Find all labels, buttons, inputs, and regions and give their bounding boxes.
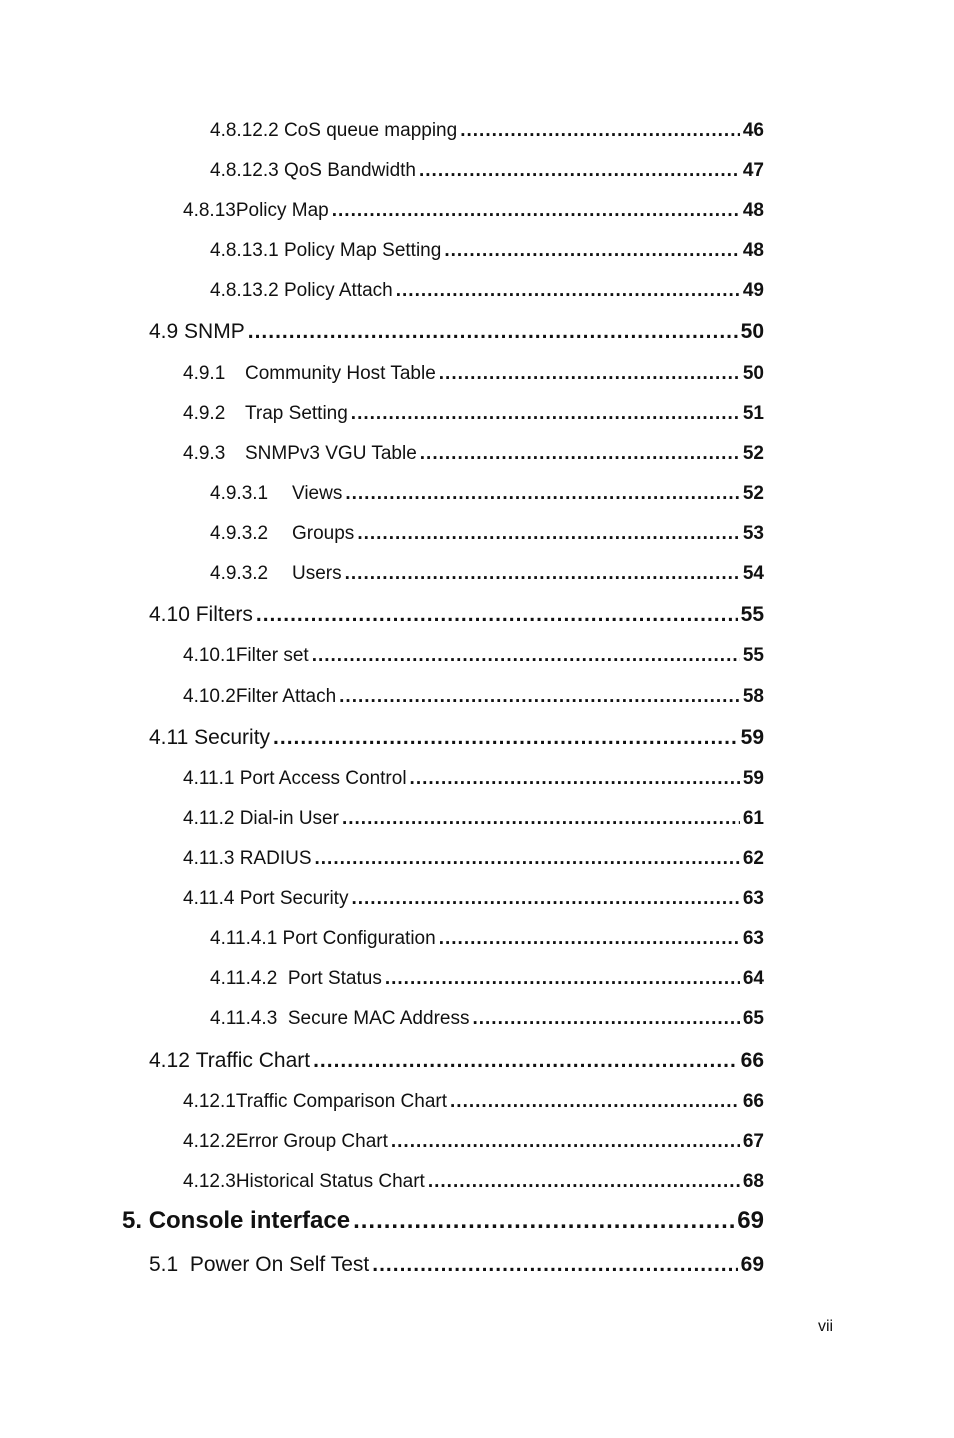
toc-page: 49 bbox=[742, 280, 764, 301]
toc-page: 67 bbox=[742, 1131, 764, 1152]
toc-number: 4.8.13 bbox=[183, 200, 236, 221]
page-number: vii bbox=[818, 1318, 834, 1335]
toc-number: 4.9 bbox=[149, 320, 179, 343]
toc-entry[interactable] bbox=[210, 483, 764, 505]
toc-title: Traffic Comparison Chart bbox=[235, 1091, 448, 1112]
toc-title: SNMPv3 VGU Table bbox=[245, 443, 417, 464]
toc-page: 69 bbox=[737, 1207, 764, 1234]
toc-page: 54 bbox=[742, 563, 764, 584]
toc-number: 4.9.2 bbox=[183, 403, 226, 424]
toc-number: 4.11.1 bbox=[183, 768, 235, 789]
toc-title: SNMP bbox=[184, 320, 245, 343]
toc-entry[interactable] bbox=[183, 768, 764, 790]
toc-number: 4.12 bbox=[149, 1049, 190, 1072]
toc-title: Security bbox=[194, 726, 271, 749]
toc-number: 4.11.3 bbox=[183, 848, 235, 869]
toc-leader bbox=[472, 1008, 739, 1030]
toc-number: 5. bbox=[122, 1207, 143, 1234]
toc-entry[interactable] bbox=[210, 280, 764, 302]
toc-entry[interactable] bbox=[149, 1253, 764, 1277]
toc-leader bbox=[391, 1131, 740, 1153]
toc-page: 59 bbox=[742, 768, 764, 789]
toc-title: Community Host Table bbox=[245, 363, 436, 384]
toc-number: 4.11.4.2 bbox=[210, 968, 278, 989]
toc-page: 58 bbox=[742, 686, 764, 707]
toc-title: QoS Bandwidth bbox=[283, 160, 416, 181]
toc-title: Filter set bbox=[235, 645, 309, 666]
toc-page: 55 bbox=[742, 645, 764, 666]
toc-page: 63 bbox=[742, 928, 764, 949]
toc-number: 4.11.4.1 bbox=[210, 928, 278, 949]
toc-leader bbox=[439, 928, 740, 950]
toc-number: 4.9.3 bbox=[183, 443, 226, 464]
toc-page: 50 bbox=[742, 363, 764, 384]
toc-entry[interactable] bbox=[183, 443, 764, 465]
toc-number: 4.11.4 bbox=[183, 888, 235, 909]
toc-page: 55 bbox=[740, 603, 764, 626]
toc-leader bbox=[444, 240, 740, 262]
toc-number: 4.11 bbox=[149, 726, 189, 749]
toc-title: Filters bbox=[195, 603, 253, 626]
toc-leader bbox=[332, 200, 740, 222]
toc-entry[interactable] bbox=[210, 928, 764, 950]
toc-page: 64 bbox=[742, 968, 764, 989]
toc-title: Console interface bbox=[148, 1207, 351, 1234]
toc-entry[interactable] bbox=[183, 848, 764, 870]
toc-number: 4.9.3.1 bbox=[210, 483, 269, 504]
toc-page: 47 bbox=[742, 160, 764, 181]
toc-entry[interactable] bbox=[122, 1207, 764, 1235]
toc-title: Filter Attach bbox=[235, 686, 337, 707]
toc-entry[interactable] bbox=[210, 563, 764, 585]
toc-leader bbox=[357, 523, 740, 545]
toc-title: Secure MAC Address bbox=[287, 1008, 470, 1029]
toc-title: Port Security bbox=[239, 888, 349, 909]
toc-page: 69 bbox=[740, 1253, 764, 1276]
toc-entry[interactable] bbox=[183, 1171, 764, 1193]
toc-number: 4.11.2 bbox=[183, 808, 235, 829]
toc-number: 4.8.13.2 bbox=[210, 280, 279, 301]
toc-entry[interactable] bbox=[183, 808, 764, 830]
toc-page: 48 bbox=[742, 200, 764, 221]
toc-leader bbox=[273, 726, 738, 750]
toc-number: 4.10 bbox=[149, 603, 190, 626]
toc-page: 53 bbox=[742, 523, 764, 544]
toc-title: Historical Status Chart bbox=[235, 1171, 425, 1192]
toc-page: 65 bbox=[742, 1008, 764, 1029]
toc-leader bbox=[396, 280, 740, 302]
toc-page: 46 bbox=[742, 120, 764, 141]
toc-entry[interactable] bbox=[183, 888, 764, 910]
toc-page: 66 bbox=[740, 1049, 764, 1072]
toc-leader bbox=[428, 1171, 740, 1193]
toc-page: 52 bbox=[742, 443, 764, 464]
toc-title: Port Access Control bbox=[239, 768, 407, 789]
toc-number: 4.11.4.3 bbox=[210, 1008, 278, 1029]
toc-number: 5.1 bbox=[149, 1253, 179, 1276]
toc-page: 66 bbox=[742, 1091, 764, 1112]
toc-title: CoS queue mapping bbox=[283, 120, 458, 141]
toc-page: 61 bbox=[742, 808, 764, 829]
toc-number: 4.8.13.1 bbox=[210, 240, 279, 261]
toc-leader bbox=[248, 320, 738, 344]
toc-title: Dial-in User bbox=[239, 808, 339, 829]
toc-entry[interactable] bbox=[183, 403, 764, 425]
toc-leader bbox=[353, 1207, 734, 1235]
toc-title: RADIUS bbox=[239, 848, 312, 869]
toc-page: 48 bbox=[742, 240, 764, 261]
toc-title: Port Configuration bbox=[282, 928, 436, 949]
toc-entry[interactable] bbox=[149, 320, 764, 344]
toc-title: Groups bbox=[292, 523, 355, 544]
toc-number: 4.9.1 bbox=[183, 363, 226, 384]
toc-title: Policy Map bbox=[235, 200, 329, 221]
toc-number: 4.12.3 bbox=[183, 1171, 236, 1192]
toc-leader bbox=[342, 808, 740, 830]
toc-leader bbox=[345, 483, 740, 505]
toc-title: Views bbox=[292, 483, 343, 504]
toc-leader bbox=[315, 848, 740, 870]
toc-entry[interactable] bbox=[149, 726, 764, 750]
toc-number: 4.9.3.2 bbox=[210, 563, 269, 584]
toc-entry[interactable] bbox=[149, 603, 764, 627]
toc-page: 63 bbox=[742, 888, 764, 909]
toc-page: 52 bbox=[742, 483, 764, 504]
toc-title: Users bbox=[292, 563, 342, 584]
toc-leader bbox=[439, 363, 740, 385]
toc-number: 4.9.3.2 bbox=[210, 523, 269, 544]
toc-number: 4.12.1 bbox=[183, 1091, 236, 1112]
toc-number: 4.8.12.3 bbox=[210, 160, 279, 181]
toc-number: 4.10.2 bbox=[183, 686, 236, 707]
toc-number: 4.12.2 bbox=[183, 1131, 236, 1152]
toc-leader bbox=[385, 968, 740, 990]
toc-number: 4.8.12.2 bbox=[210, 120, 279, 141]
toc-entry[interactable] bbox=[183, 200, 764, 222]
toc-leader bbox=[450, 1091, 740, 1113]
toc-title: Policy Attach bbox=[283, 280, 393, 301]
toc-title: Power On Self Test bbox=[189, 1253, 370, 1276]
toc-title: Port Status bbox=[287, 968, 382, 989]
toc-leader bbox=[256, 603, 738, 627]
toc-entry[interactable] bbox=[210, 120, 764, 142]
toc-entry[interactable] bbox=[210, 523, 764, 545]
toc-page: 68 bbox=[742, 1171, 764, 1192]
toc-leader bbox=[420, 443, 740, 465]
toc-entry[interactable] bbox=[183, 645, 764, 667]
toc-leader bbox=[312, 645, 740, 667]
toc-title: Error Group Chart bbox=[235, 1131, 388, 1152]
toc-leader bbox=[345, 563, 740, 585]
toc-page: 51 bbox=[742, 403, 764, 424]
toc-leader bbox=[460, 120, 740, 142]
toc-entry[interactable] bbox=[210, 160, 764, 182]
toc-leader bbox=[339, 686, 740, 708]
toc-entry[interactable] bbox=[183, 686, 764, 708]
toc-entry[interactable] bbox=[210, 1008, 764, 1030]
toc-entry[interactable] bbox=[210, 240, 764, 262]
toc-entry[interactable] bbox=[183, 363, 764, 385]
toc-page: 59 bbox=[740, 726, 764, 749]
toc-title: Traffic Chart bbox=[195, 1049, 311, 1072]
toc-leader bbox=[313, 1049, 738, 1073]
toc-leader bbox=[419, 160, 740, 182]
toc-leader bbox=[372, 1253, 737, 1277]
toc-leader bbox=[351, 403, 740, 425]
toc-title: Policy Map Setting bbox=[283, 240, 442, 261]
toc-entry[interactable] bbox=[210, 968, 764, 990]
toc-entry[interactable] bbox=[183, 1131, 764, 1153]
toc-leader bbox=[410, 768, 740, 790]
toc-title: Trap Setting bbox=[245, 403, 348, 424]
toc-page: 62 bbox=[742, 848, 764, 869]
toc-leader bbox=[351, 888, 739, 910]
toc-entry[interactable] bbox=[183, 1091, 764, 1113]
toc-entry[interactable] bbox=[149, 1049, 764, 1073]
toc-number: 4.10.1 bbox=[183, 645, 236, 666]
toc-page: 50 bbox=[740, 320, 764, 343]
